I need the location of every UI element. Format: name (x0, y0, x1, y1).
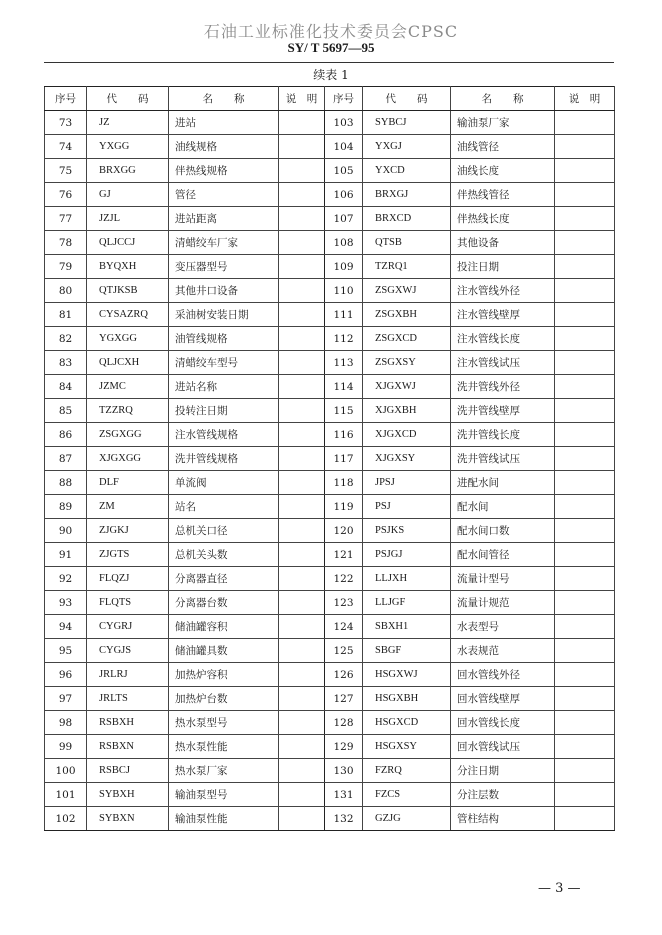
row-name: 站名 (169, 495, 279, 519)
row-code: ZJGKJ (87, 519, 169, 543)
row-code: GJ (87, 183, 169, 207)
table-row (45, 663, 615, 687)
row-code: QTJKSB (87, 279, 169, 303)
row-name: 流量计型号 (451, 567, 555, 591)
row-seq: 124 (325, 615, 363, 639)
row-note (555, 399, 615, 423)
col-header-note: 说 明 (279, 87, 325, 111)
row-code: YXGG (87, 135, 169, 159)
row-seq: 114 (325, 375, 363, 399)
row-seq: 109 (325, 255, 363, 279)
row-note (279, 231, 325, 255)
row-note (279, 639, 325, 663)
row-name: 洗井管线规格 (169, 447, 279, 471)
row-note (555, 663, 615, 687)
row-note (555, 255, 615, 279)
row-name: 分离器台数 (169, 591, 279, 615)
row-note (555, 279, 615, 303)
row-code: RSBXH (87, 711, 169, 735)
row-note (279, 255, 325, 279)
row-seq: 75 (45, 159, 87, 183)
row-seq: 88 (45, 471, 87, 495)
row-code: ZSGXSY (363, 351, 451, 375)
row-code: RSBCJ (87, 759, 169, 783)
table-row (45, 159, 615, 183)
row-name: 储油罐具数 (169, 639, 279, 663)
col-header-code: 代 码 (363, 87, 451, 111)
row-seq: 92 (45, 567, 87, 591)
row-code: XJGXWJ (363, 375, 451, 399)
table-row (45, 207, 615, 231)
row-name: 采油树安装日期 (169, 303, 279, 327)
row-name: 投转注日期 (169, 399, 279, 423)
row-name: 洗井管线壁厚 (451, 399, 555, 423)
row-code: FLQZJ (87, 567, 169, 591)
row-code: XJGXCD (363, 423, 451, 447)
row-note (555, 183, 615, 207)
row-seq: 76 (45, 183, 87, 207)
row-note (279, 807, 325, 831)
row-code: CYGRJ (87, 615, 169, 639)
row-note (279, 327, 325, 351)
row-note (279, 735, 325, 759)
row-seq: 128 (325, 711, 363, 735)
table-row (45, 327, 615, 351)
row-seq: 108 (325, 231, 363, 255)
row-name: 热水泵厂家 (169, 759, 279, 783)
row-seq: 126 (325, 663, 363, 687)
row-name: 进站 (169, 111, 279, 135)
code-table (44, 86, 615, 831)
row-code: DLF (87, 471, 169, 495)
row-seq: 107 (325, 207, 363, 231)
row-note (555, 159, 615, 183)
row-name: 配水间口数 (451, 519, 555, 543)
row-note (279, 159, 325, 183)
row-seq: 101 (45, 783, 87, 807)
row-code: HSGXSY (363, 735, 451, 759)
row-code: QTSB (363, 231, 451, 255)
row-note (555, 351, 615, 375)
row-seq: 98 (45, 711, 87, 735)
row-name: 热水泵型号 (169, 711, 279, 735)
row-code: ZJGTS (87, 543, 169, 567)
row-note (279, 351, 325, 375)
row-name: 进配水间 (451, 471, 555, 495)
row-note (555, 567, 615, 591)
table-row (45, 423, 615, 447)
row-code: JZ (87, 111, 169, 135)
row-name: 热水泵性能 (169, 735, 279, 759)
row-code: SBXH1 (363, 615, 451, 639)
row-note (279, 303, 325, 327)
row-name: 油管线规格 (169, 327, 279, 351)
row-code: LLJXH (363, 567, 451, 591)
row-seq: 115 (325, 399, 363, 423)
row-code: ZSGXWJ (363, 279, 451, 303)
row-seq: 120 (325, 519, 363, 543)
row-seq: 83 (45, 351, 87, 375)
table-row (45, 759, 615, 783)
row-note (279, 495, 325, 519)
row-note (555, 495, 615, 519)
row-name: 储油罐容积 (169, 615, 279, 639)
row-name: 进站距离 (169, 207, 279, 231)
row-code: CYSAZRQ (87, 303, 169, 327)
row-note (279, 447, 325, 471)
row-note (555, 447, 615, 471)
row-code: YXCD (363, 159, 451, 183)
row-seq: 89 (45, 495, 87, 519)
row-note (555, 543, 615, 567)
row-code: SYBXH (87, 783, 169, 807)
row-name: 其他设备 (451, 231, 555, 255)
row-name: 加热炉台数 (169, 687, 279, 711)
row-seq: 85 (45, 399, 87, 423)
row-note (279, 183, 325, 207)
row-name: 回水管线壁厚 (451, 687, 555, 711)
row-seq: 119 (325, 495, 363, 519)
row-seq: 122 (325, 567, 363, 591)
row-code: BRXCD (363, 207, 451, 231)
standard-code: SY/ T 5697—95 (287, 40, 375, 55)
header-rule (44, 62, 614, 63)
table-row (45, 543, 615, 567)
row-name: 油线管径 (451, 135, 555, 159)
col-header-code: 代 码 (87, 87, 169, 111)
row-name: 洗井管线试压 (451, 447, 555, 471)
row-seq: 117 (325, 447, 363, 471)
table-row (45, 111, 615, 135)
row-seq: 110 (325, 279, 363, 303)
row-name: 其他井口设备 (169, 279, 279, 303)
row-seq: 131 (325, 783, 363, 807)
row-name: 配水间 (451, 495, 555, 519)
row-name: 伴热线管径 (451, 183, 555, 207)
table-row (45, 495, 615, 519)
row-name: 水表规范 (451, 639, 555, 663)
row-code: ZSGXCD (363, 327, 451, 351)
row-name: 洗井管线外径 (451, 375, 555, 399)
row-name: 清蜡绞车型号 (169, 351, 279, 375)
table-row (45, 687, 615, 711)
row-name: 伴热线长度 (451, 207, 555, 231)
row-code: SYBXN (87, 807, 169, 831)
table-row (45, 183, 615, 207)
row-note (555, 375, 615, 399)
watermark-text: 石油工业标准化技术委员会CPSC (203, 22, 459, 41)
table-row (45, 783, 615, 807)
table-header-row (45, 87, 615, 111)
row-note (555, 135, 615, 159)
table-row (45, 279, 615, 303)
row-code: YGXGG (87, 327, 169, 351)
row-seq: 129 (325, 735, 363, 759)
row-name: 输油泵型号 (169, 783, 279, 807)
row-name: 回水管线试压 (451, 735, 555, 759)
row-name: 输油泵厂家 (451, 111, 555, 135)
table-row (45, 591, 615, 615)
row-name: 投注日期 (451, 255, 555, 279)
row-seq: 73 (45, 111, 87, 135)
row-seq: 118 (325, 471, 363, 495)
row-note (279, 135, 325, 159)
row-seq: 123 (325, 591, 363, 615)
table-row (45, 447, 615, 471)
row-note (279, 519, 325, 543)
row-name: 回水管线外径 (451, 663, 555, 687)
row-seq: 116 (325, 423, 363, 447)
col-header-note: 说 明 (555, 87, 615, 111)
row-seq: 81 (45, 303, 87, 327)
row-name: 清蜡绞车厂家 (169, 231, 279, 255)
row-note (555, 615, 615, 639)
row-note (555, 471, 615, 495)
row-note (555, 687, 615, 711)
row-note (279, 207, 325, 231)
row-seq: 79 (45, 255, 87, 279)
row-code: GZJG (363, 807, 451, 831)
row-note (555, 807, 615, 831)
row-code: JRLTS (87, 687, 169, 711)
row-name: 注水管线长度 (451, 327, 555, 351)
row-note (555, 783, 615, 807)
row-code: BYQXH (87, 255, 169, 279)
col-header-seq: 序号 (45, 87, 87, 111)
row-code: HSGXWJ (363, 663, 451, 687)
row-code: FLQTS (87, 591, 169, 615)
row-seq: 111 (325, 303, 363, 327)
row-name: 油线规格 (169, 135, 279, 159)
row-seq: 78 (45, 231, 87, 255)
row-code: HSGXBH (363, 687, 451, 711)
row-name: 配水间管径 (451, 543, 555, 567)
row-note (279, 543, 325, 567)
col-header-seq: 序号 (325, 87, 363, 111)
row-seq: 94 (45, 615, 87, 639)
row-seq: 82 (45, 327, 87, 351)
row-name: 输油泵性能 (169, 807, 279, 831)
row-code: QLJCCJ (87, 231, 169, 255)
row-name: 管柱结构 (451, 807, 555, 831)
table-row (45, 615, 615, 639)
row-note (279, 111, 325, 135)
row-code: BRXGJ (363, 183, 451, 207)
row-note (279, 471, 325, 495)
row-code: JZJL (87, 207, 169, 231)
row-note (279, 591, 325, 615)
row-seq: 77 (45, 207, 87, 231)
row-note (555, 207, 615, 231)
row-note (279, 687, 325, 711)
row-seq: 84 (45, 375, 87, 399)
row-code: FZCS (363, 783, 451, 807)
row-seq: 87 (45, 447, 87, 471)
row-seq: 102 (45, 807, 87, 831)
row-code: PSJ (363, 495, 451, 519)
row-code: RSBXN (87, 735, 169, 759)
row-note (279, 423, 325, 447)
row-seq: 113 (325, 351, 363, 375)
row-note (555, 519, 615, 543)
row-seq: 104 (325, 135, 363, 159)
row-note (279, 759, 325, 783)
row-seq: 97 (45, 687, 87, 711)
row-name: 回水管线长度 (451, 711, 555, 735)
row-seq: 103 (325, 111, 363, 135)
row-code: FZRQ (363, 759, 451, 783)
row-note (555, 591, 615, 615)
row-seq: 132 (325, 807, 363, 831)
row-code: YXGJ (363, 135, 451, 159)
row-note (279, 279, 325, 303)
table-row (45, 255, 615, 279)
row-seq: 127 (325, 687, 363, 711)
row-name: 油线长度 (451, 159, 555, 183)
page-number: — 3 — (538, 881, 581, 896)
row-note (279, 375, 325, 399)
row-seq: 95 (45, 639, 87, 663)
row-name: 洗井管线长度 (451, 423, 555, 447)
row-name: 总机关头数 (169, 543, 279, 567)
row-seq: 100 (45, 759, 87, 783)
row-seq: 112 (325, 327, 363, 351)
table-row (45, 639, 615, 663)
row-note (555, 735, 615, 759)
row-seq: 96 (45, 663, 87, 687)
row-seq: 91 (45, 543, 87, 567)
row-code: XJGXSY (363, 447, 451, 471)
row-code: JRLRJ (87, 663, 169, 687)
row-name: 进站名称 (169, 375, 279, 399)
row-seq: 121 (325, 543, 363, 567)
table-row (45, 807, 615, 831)
row-name: 管径 (169, 183, 279, 207)
row-name: 水表型号 (451, 615, 555, 639)
table-row (45, 375, 615, 399)
row-name: 伴热线规格 (169, 159, 279, 183)
row-note (555, 423, 615, 447)
table-row (45, 519, 615, 543)
row-note (279, 615, 325, 639)
table-row (45, 711, 615, 735)
table-row (45, 399, 615, 423)
row-code: JZMC (87, 375, 169, 399)
table-caption: 续表 1 (313, 68, 349, 82)
row-name: 加热炉容积 (169, 663, 279, 687)
row-seq: 86 (45, 423, 87, 447)
table-body (45, 111, 615, 831)
row-seq: 90 (45, 519, 87, 543)
table-row (45, 351, 615, 375)
table-row (45, 735, 615, 759)
row-code: ZSGXGG (87, 423, 169, 447)
table-row (45, 567, 615, 591)
row-note (555, 231, 615, 255)
row-name: 分注层数 (451, 783, 555, 807)
row-seq: 105 (325, 159, 363, 183)
row-note (555, 759, 615, 783)
table-row (45, 231, 615, 255)
row-code: TZZRQ (87, 399, 169, 423)
row-seq: 74 (45, 135, 87, 159)
row-name: 单流阀 (169, 471, 279, 495)
table-row (45, 303, 615, 327)
row-name: 注水管线壁厚 (451, 303, 555, 327)
row-code: ZM (87, 495, 169, 519)
row-name: 分注日期 (451, 759, 555, 783)
row-code: PSJGJ (363, 543, 451, 567)
row-note (555, 327, 615, 351)
row-code: HSGXCD (363, 711, 451, 735)
row-note (279, 783, 325, 807)
row-note (279, 399, 325, 423)
row-seq: 80 (45, 279, 87, 303)
row-name: 变压器型号 (169, 255, 279, 279)
row-code: TZRQ1 (363, 255, 451, 279)
table-row (45, 471, 615, 495)
row-name: 注水管线外径 (451, 279, 555, 303)
row-code: SYBCJ (363, 111, 451, 135)
row-note (279, 663, 325, 687)
row-note (279, 567, 325, 591)
row-note (555, 111, 615, 135)
row-code: QLJCXH (87, 351, 169, 375)
row-note (555, 303, 615, 327)
row-code: PSJKS (363, 519, 451, 543)
row-code: XJGXGG (87, 447, 169, 471)
row-code: ZSGXBH (363, 303, 451, 327)
row-seq: 125 (325, 639, 363, 663)
row-note (555, 711, 615, 735)
row-name: 分离器直径 (169, 567, 279, 591)
col-header-name: 名 称 (169, 87, 279, 111)
row-name: 注水管线规格 (169, 423, 279, 447)
row-code: CYGJS (87, 639, 169, 663)
row-name: 流量计规范 (451, 591, 555, 615)
row-code: BRXGG (87, 159, 169, 183)
col-header-name: 名 称 (451, 87, 555, 111)
row-code: LLJGF (363, 591, 451, 615)
row-note (279, 711, 325, 735)
table-row (45, 135, 615, 159)
row-seq: 130 (325, 759, 363, 783)
row-name: 总机关口径 (169, 519, 279, 543)
row-code: JPSJ (363, 471, 451, 495)
row-name: 注水管线试压 (451, 351, 555, 375)
row-code: XJGXBH (363, 399, 451, 423)
row-seq: 99 (45, 735, 87, 759)
row-seq: 106 (325, 183, 363, 207)
row-code: SBGF (363, 639, 451, 663)
row-note (555, 639, 615, 663)
row-seq: 93 (45, 591, 87, 615)
